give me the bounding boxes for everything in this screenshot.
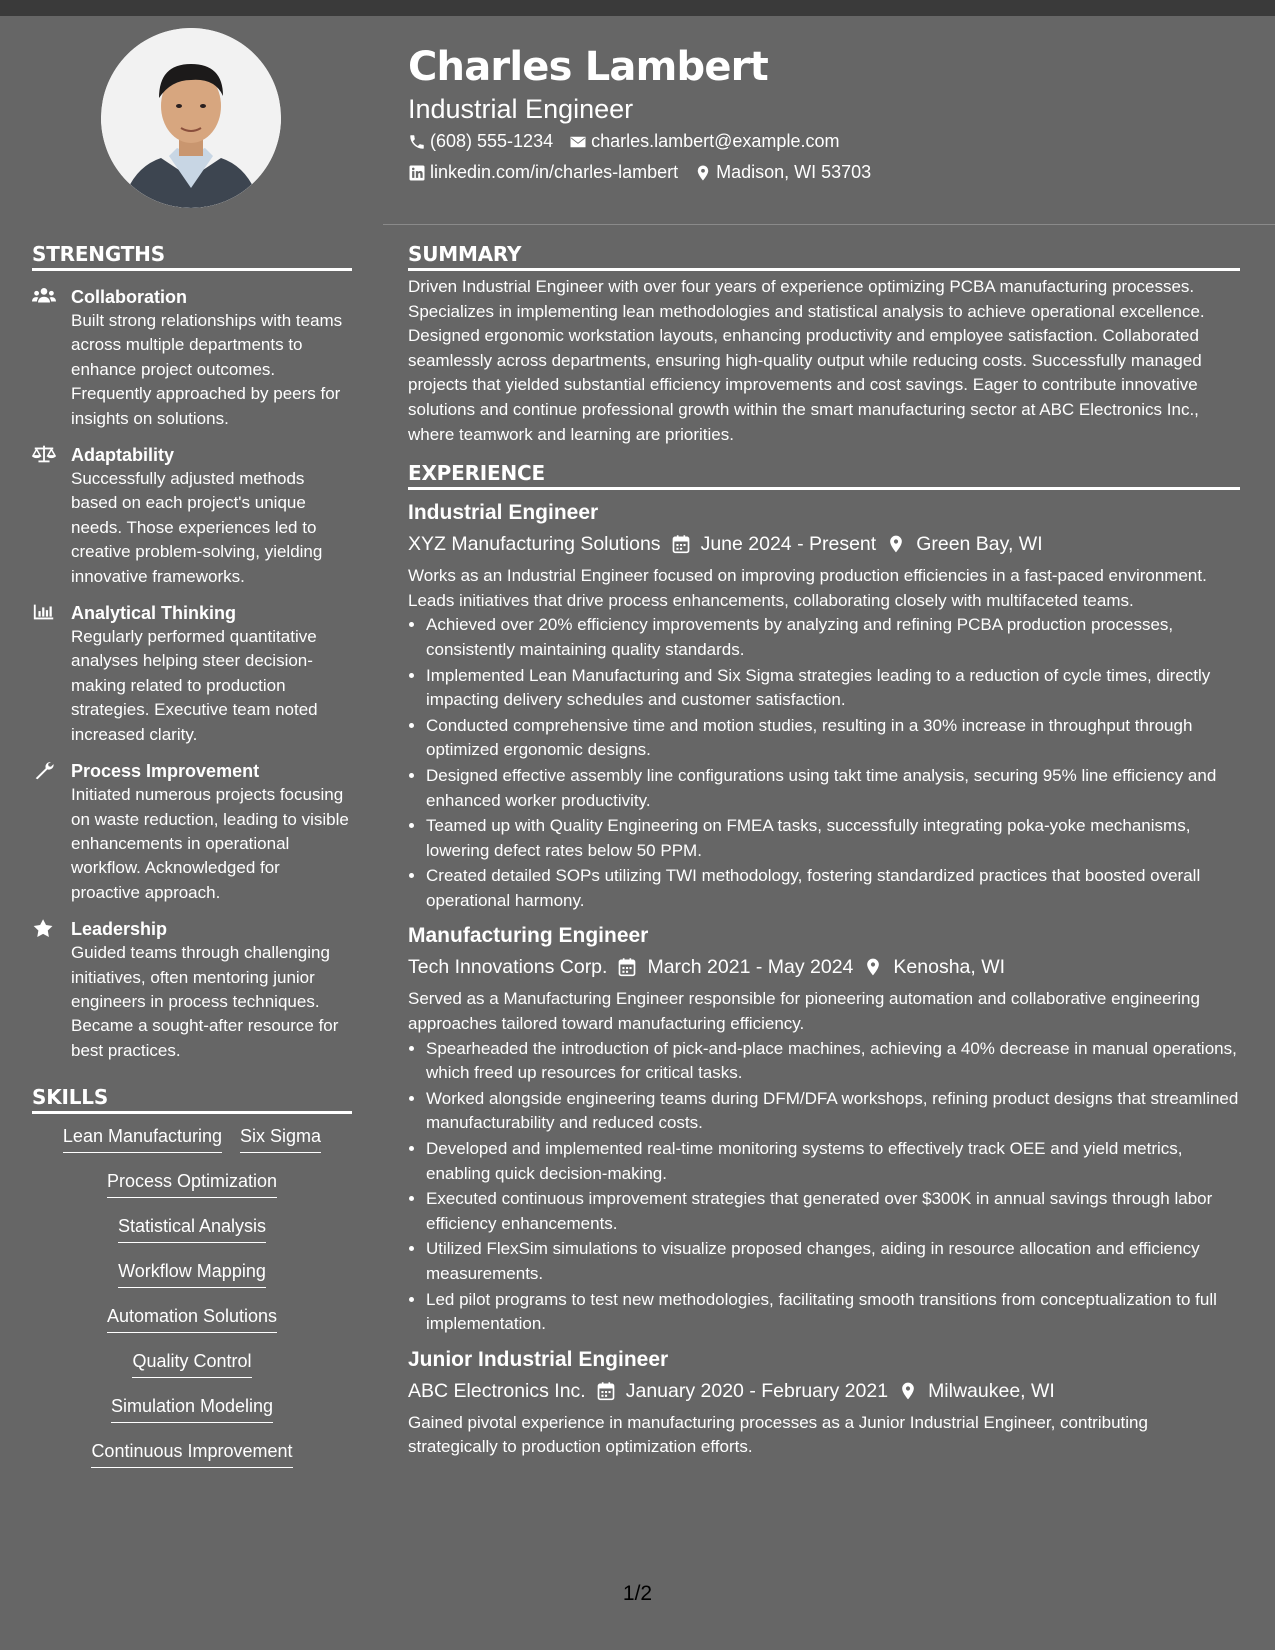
job-company: Tech Innovations Corp.	[408, 956, 608, 979]
job-description: Served as a Manufacturing Engineer responsible for pioneering automation and collaborative engineering approaches tailored toward manufacturing efficiency.	[408, 989, 1200, 1034]
job-company: ABC Electronics Inc.	[408, 1379, 586, 1402]
viewer-top-bar	[0, 0, 1275, 16]
skill-tag: Automation Solutions	[107, 1302, 277, 1333]
job-entry	[408, 921, 1240, 1336]
job-entry	[408, 498, 1240, 913]
linkedin-item	[408, 157, 678, 188]
bullet-item: • Executed continuous improvement strategies that generated over $300K in annual savings through labor efficiency enhancements.	[426, 1187, 1240, 1236]
skill-tag: Six Sigma	[240, 1122, 321, 1153]
job-location-item	[898, 1375, 1055, 1407]
location-text: Madison, WI 53703	[716, 162, 872, 182]
skill-tag: Quality Control	[132, 1347, 251, 1378]
strength-title: Analytical Thinking	[71, 603, 237, 624]
job-bullets	[408, 613, 1240, 913]
job-company: XYZ Manufacturing Solutions	[408, 533, 661, 556]
strength-title: Collaboration	[71, 287, 187, 307]
strength-item	[32, 601, 352, 747]
resume-page	[0, 16, 1275, 1650]
job-dates-item	[671, 528, 877, 560]
bullet-item: • Spearheaded the introduction of pick-and-place machines, achieving a 40% decrease in manual operations, which freed up resources for critical tasks.	[426, 1037, 1240, 1086]
calendar-icon	[617, 957, 637, 977]
envelope-icon	[569, 133, 587, 151]
job-dates: March 2021 - May 2024	[647, 956, 854, 979]
job-dates-item	[617, 951, 853, 983]
job-location-item	[886, 528, 1042, 560]
chart-icon	[32, 602, 56, 622]
bullet-item: • Implemented Lean Manufacturing and Six Sigma strategies leading to a reduction of cycle times, directly impacting delivery schedules and customer satisfaction.	[426, 664, 1240, 713]
job-description: Gained pivotal experience in manufacturing processes as a Junior Industrial Engineer, contributing strategically to production optimization efforts.	[408, 1412, 1148, 1457]
bullet-item: • Utilized FlexSim simulations to visualize proposed changes, aiding in resource allocation and efficiency measurements.	[426, 1237, 1240, 1286]
experience-heading: EXPERIENCE	[408, 461, 1240, 490]
location-item	[694, 157, 871, 188]
phone-icon	[408, 133, 426, 151]
header-divider	[383, 224, 1275, 225]
job-meta	[408, 951, 1240, 983]
header	[408, 42, 1248, 188]
strength-desc: Guided teams through challenging initiatives, often mentoring junior engineers in process techniques. Became a sought-after resource for best practices.	[71, 943, 339, 1060]
map-pin-icon	[863, 957, 883, 977]
skill-tag: Continuous Improvement	[91, 1437, 292, 1468]
strength-desc: Initiated numerous projects focusing on waste reduction, leading to visible enhancements in operational workflow. Acknowledged for proactive approach.	[71, 785, 349, 902]
left-column	[32, 242, 352, 1482]
strength-item	[32, 285, 352, 431]
strength-item	[32, 917, 352, 1063]
users-icon	[32, 286, 56, 306]
strength-title: Leadership	[71, 919, 168, 940]
skills-heading: SKILLS	[32, 1085, 352, 1114]
bullet-item: • Teamed up with Quality Engineering on FMEA tasks, successfully integrating poka-yoke mechanisms, lowering defect rates below 50 PPM.	[426, 814, 1240, 863]
skill-row	[32, 1392, 352, 1437]
job-title: Manufacturing Engineer	[408, 924, 649, 948]
strength-desc: Successfully adjusted methods based on each project's unique needs. Those experiences led to creative problem-solving, yielding innovative frameworks.	[71, 469, 323, 586]
skill-row	[32, 1122, 352, 1167]
skill-row	[32, 1167, 352, 1212]
bullet-item: • Conducted comprehensive time and motion studies, resulting in a 30% increase in throughput through optimized ergonomic designs.	[426, 714, 1240, 763]
map-pin-icon	[898, 1381, 918, 1401]
strength-title: Process Improvement	[71, 761, 260, 782]
job-title: Industrial Engineer	[408, 501, 599, 525]
contact-row-2	[408, 157, 1248, 188]
skill-tag: Workflow Mapping	[118, 1257, 266, 1288]
job-location: Green Bay, WI	[916, 533, 1043, 556]
right-column	[408, 242, 1240, 1460]
skill-tag: Simulation Modeling	[111, 1392, 273, 1423]
job-location-item	[863, 951, 1005, 983]
bullet-item: • Worked alongside engineering teams during DFM/DFA workshops, refining product designs that streamlined manufacturability and reduced costs.	[426, 1087, 1240, 1136]
map-pin-icon	[694, 164, 712, 182]
job-title: Junior Industrial Engineer	[408, 1347, 669, 1371]
contact-row-1	[408, 126, 1248, 157]
strength-desc: Regularly performed quantitative analyses helping steer decision-making related to production strategies. Executive team noted increased clarity.	[71, 627, 318, 744]
job-description: Works as an Industrial Engineer focused on improving production efficiencies in a fast-paced environment. Leads initiatives that drive process enhancements, collaborating closely with multifaceted teams.	[408, 566, 1207, 610]
profile-photo	[101, 28, 281, 208]
job-dates: June 2024 - Present	[700, 533, 877, 556]
strength-item	[32, 443, 352, 589]
linkedin-text[interactable]: linkedin.com/in/charles-lambert	[430, 162, 679, 182]
candidate-name: Charles Lambert	[408, 44, 768, 90]
candidate-role: Industrial Engineer	[408, 94, 634, 124]
email-item	[569, 126, 839, 157]
job-location: Milwaukee, WI	[928, 1379, 1055, 1402]
skill-tag: Statistical Analysis	[118, 1212, 266, 1243]
bullet-item: • Achieved over 20% efficiency improvements by analyzing and refining PCBA production processes, consistently maintaining quality standards.	[426, 613, 1240, 662]
summary-heading: SUMMARY	[408, 242, 1240, 271]
phone-item	[408, 126, 553, 157]
skill-row	[32, 1212, 352, 1257]
strengths-heading: STRENGTHS	[32, 242, 352, 271]
linkedin-icon	[408, 164, 426, 182]
skill-row	[32, 1347, 352, 1392]
job-location: Kenosha, WI	[893, 956, 1006, 979]
phone-text[interactable]: (608) 555-1234	[430, 131, 554, 151]
email-text[interactable]: charles.lambert@example.com	[591, 131, 840, 151]
skill-tag: Lean Manufacturing	[63, 1122, 222, 1153]
bullet-item: • Designed effective assembly line configurations using takt time analysis, securing 95% line efficiency and enhanced worker productivity.	[426, 764, 1240, 813]
bullet-item: • Created detailed SOPs utilizing TWI methodology, fostering standardized practices that boosted overall operational harmony.	[426, 864, 1240, 913]
strength-title: Adaptability	[71, 445, 175, 466]
strength-desc: Built strong relationships with teams across multiple departments to enhance project outcomes. Frequently approached by peers for insights on solutions.	[71, 311, 343, 428]
wrench-icon	[32, 760, 56, 780]
summary-text: Driven Industrial Engineer with over four years of experience optimizing PCBA manufacturing processes. Specializes in implementing lean methodologies and statistical analysis to achieve operational excellence. Designed ergonomic workstation layouts, enhancing productivity and employee satisfaction. Collaborated seamlessly across departments, ensuring high-quality output while reducing costs. Successfully managed projects that yielded substantial efficiency improvements and cost savings. Eager to contribute innovative solutions and continue professional growth within the smart manufacturing sector at ABC Electronics Inc., where teamwork and learning are priorities.	[408, 277, 1205, 444]
skill-row	[32, 1257, 352, 1302]
job-bullets	[408, 1037, 1240, 1337]
calendar-icon	[596, 1381, 616, 1401]
strength-item	[32, 759, 352, 905]
skills-list	[32, 1114, 352, 1482]
job-dates-item	[596, 1375, 888, 1407]
page-indicator: 1/2	[622, 1582, 653, 1605]
bullet-item: • Led pilot programs to test new methodologies, facilitating smooth transitions from conceptualization to full implementation.	[426, 1288, 1240, 1337]
job-dates: January 2020 - February 2021	[625, 1379, 889, 1402]
star-icon	[32, 918, 56, 938]
skill-row	[32, 1302, 352, 1347]
map-pin-icon	[886, 534, 906, 554]
skill-row	[32, 1437, 352, 1482]
job-entry	[408, 1345, 1240, 1460]
scale-icon	[32, 444, 56, 464]
job-meta	[408, 1375, 1240, 1407]
job-meta	[408, 528, 1240, 560]
bullet-item: • Developed and implemented real-time monitoring systems to effectively track OEE and yield metrics, enabling quick decision-making.	[426, 1137, 1240, 1186]
skill-tag: Process Optimization	[107, 1167, 277, 1198]
calendar-icon	[671, 534, 691, 554]
